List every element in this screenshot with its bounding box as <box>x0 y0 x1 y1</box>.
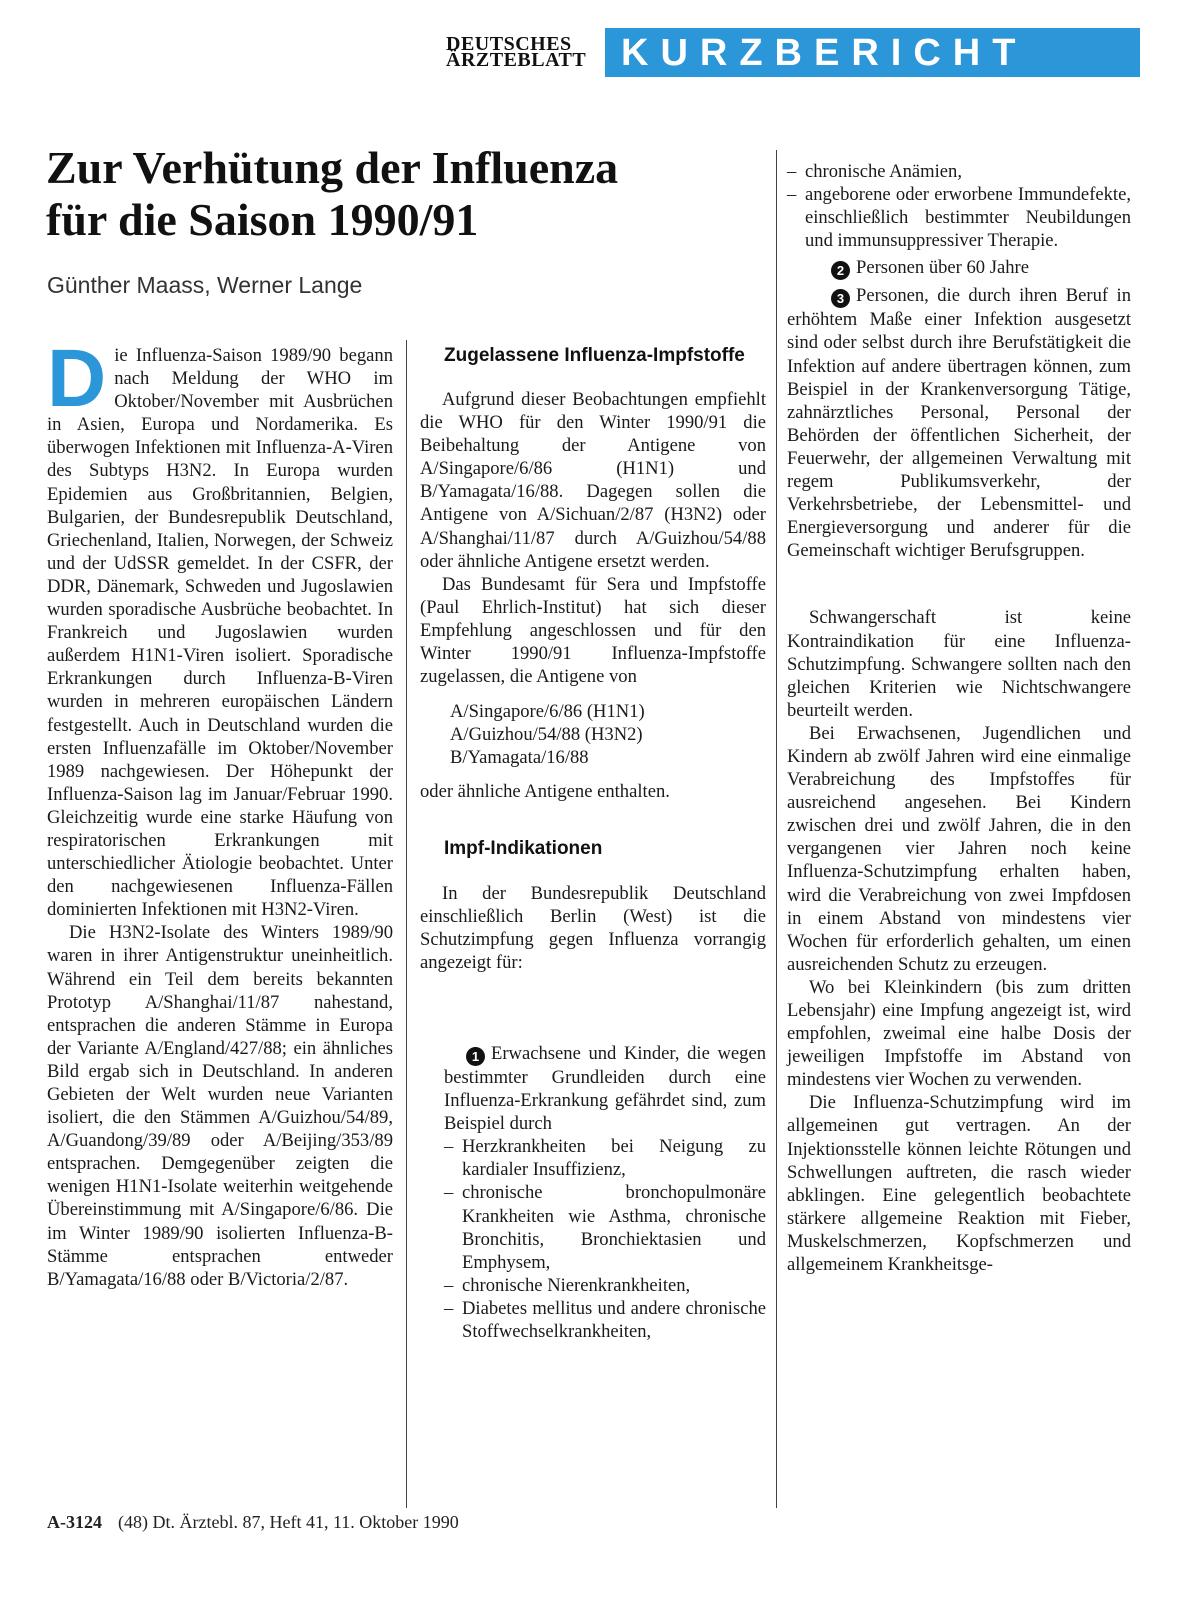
paragraph-antigens: oder ähnliche Antigene enthalten. <box>420 780 670 802</box>
paragraph-isolates: Die H3N2-Isolate des Winters 1989/90 waren in ihrer Antigenstruktur uneinheitlich. Während ein Teil dem bereits bekannten Prototyp A/Shanghai/11/87 nahestand, entsprachen die anderen Stämme in Europa der Variante A/England/427/88; ein ähnliches Bild ergab sich in Deutschland. In anderen Gebieten der Welt wurden neue Varianten isoliert, die den Stämmen A/Guizhou/54/89, A/Guandong/39/89 oder A/Beijing/353/89 entsprachen. Demgegenüber zeigten die wenigen H1N1-Isolate weiterhin weitgehende Übereinstimmung mit A/Singapore/6/86. Die im Winter 1989/90 isolierten Influenza-B-Stämme entsprachen entweder B/Yamagata/16/88 oder B/Victoria/2/87. <box>47 922 393 1290</box>
section-banner: KURZBERICHT <box>605 28 1140 77</box>
page-number: A-3124 <box>47 1512 102 1532</box>
brand-line-2: ÄRZTEBLATT <box>446 49 587 71</box>
indication-item-1 <box>444 1042 766 1343</box>
condition-item: – angeborene oder erworbene Immundefekte, einschließlich bestimmter Neubildungen und immunsuppressiver Therapie. <box>787 183 1131 252</box>
number-badge-3: 3 <box>831 289 850 308</box>
strain-item: A/Singapore/6/86 (H1N1) <box>450 701 645 723</box>
strain-list <box>450 700 766 769</box>
strain-item: B/Yamagata/16/88 <box>450 747 589 769</box>
paragraph-indications: In der Bundesrepublik Deutschland einschließlich Berlin (West) ist die Schutzimpfung gegen Influenza vorrangig angezeigt für: <box>420 882 766 973</box>
condition-item: – chronische bronchopulmonäre Krankheiten wie Asthma, chronische Bronchitis, Bronchiektasien und Emphysem, <box>444 1181 766 1273</box>
paragraph-pei: Das Bundesamt für Sera und Impfstoffe (Paul Ehrlich-Institut) hat sich dieser Empfehlung angeschlossen und für den Winter 1990/91 Influenza-Impfstoffe zugelassen, die Antigene von <box>420 573 766 688</box>
column-3 <box>787 160 1131 1276</box>
paragraph-tolerance: Die Influenza-Schutzimpfung wird im allgemeinen gut vertragen. An der Injektionsstelle können leichte Rötungen und Schwellungen auftreten, die rasch wieder abklingen. Eine gelegentlich beobachtete stärkere allgemeine Reaktion mit Fieber, Muskelschmerzen, Kopfschmerzen und allgemeinem Krankheitsge- <box>787 1092 1131 1276</box>
condition-item: – Diabetes mellitus und andere chronische Stoffwechselkrankheiten, <box>444 1297 766 1343</box>
title-line-1: Zur Verhütung der Influenza <box>46 142 619 193</box>
condition-list <box>444 1135 766 1343</box>
condition-list-continued <box>787 160 1131 252</box>
indication-item-2 <box>787 256 1131 280</box>
paragraph-who-recommendation: Aufgrund dieser Beobachtungen empfiehlt die WHO für den Winter 1990/91 die Beibehaltung der Antigene von A/Singapore/6/86 (H1N1) und B/Yamagata/16/88. Dagegen sollen die Antigene von A/Sichuan/2/87 (H3N2) oder A/Shanghai/11/87 durch A/Guizhou/54/88 oder ähnliche Antigene ersetzt werden. <box>420 389 766 572</box>
condition-item: – chronische Anämien, <box>787 160 1131 183</box>
indication-item-3 <box>787 284 1131 562</box>
heading-vaccines: Zugelassene Influenza-Impfstoffe <box>444 345 745 366</box>
page-footer <box>47 1512 459 1533</box>
drop-cap: D <box>47 333 107 424</box>
indication-1-body: Erwachsene und Kinder, die wegen bestimmter Grundleiden durch eine Influenza-Erkrankung gefährdet sind, zum Beispiel durch <box>444 1042 766 1135</box>
indication-1-text <box>444 1042 766 1135</box>
strain-item: A/Guizhou/54/88 (H3N2) <box>450 724 643 746</box>
column-1 <box>47 333 393 1291</box>
intro-text: ie Influenza-Saison 1989/90 begann nach Meldung der WHO im Oktober/November mit Ausbrüchen in Asien, Europa und Nordamerika. Es überwogen Infektionen mit Influenza-A-Viren des Subtyps H3N2. In Europa wurden Epidemien aus Großbritannien, Belgien, Bulgarien, der Bundesrepublik Deutschland, Griechenland, Italien, Norwegen, der Schweiz und der UdSSR gemeldet. In der CSFR, der DDR, Dänemark, Schweden und Jugoslawien wurden sporadische Ausbrüche beobachtet. In Frankreich und Jugoslawien wurden außerdem H1N1-Viren isoliert. Sporadische Erkrankungen durch Influenza-B-Viren wurden in mehreren europäischen Ländern festgestellt. Auch in Deutschland wurden die ersten Influenzafälle im Oktober/November 1989 nachgewiesen. Der Höhepunkt der Influenza-Saison lag im Januar/Februar 1990. Gleichzeitig wurde eine starke Häufung von respiratorischen Erkrankungen mit unterschiedlicher Ätiologie beobachtet. Unter den nachgewiesenen Influenza-Fällen dominierten Infektionen mit H3N2-Viren. <box>47 345 393 921</box>
column-2 <box>420 344 766 1343</box>
indication-3-body: Personen, die durch ihren Beruf in erhöhtem Maße einer Infektion ausgesetzt sind oder selbst durch ihre Berufstätigkeit die Infektion auf andere übertragen können, zum Beispiel in der Krankenversorgung Tätige, zahnärztliches Personal, Personal der Behörden der öffentlichen Sicherheit, der Feuerwehr, der allgemeinen Verwaltung mit regem Publikumsverkehr, der Verkehrsbetriebe, der Lebensmittel- und Energieversorgung und anderer für die Gemeinschaft wichtiger Berufsgruppen. <box>787 285 1131 562</box>
article-title <box>46 142 766 246</box>
column-divider-2 <box>776 150 777 1508</box>
title-line-2: für die Saison 1990/91 <box>46 194 479 245</box>
paragraph-infants: Wo bei Kleinkindern (bis zum dritten Lebensjahr) eine Impfung angezeigt ist, wird empfohlen, zweimal eine halbe Dosis der jeweiligen Impfstoffe im Abstand von mindestens vier Wochen zu verwenden. <box>787 976 1131 1091</box>
paragraph-pregnancy: Schwangerschaft ist keine Kontraindikation für eine Influenza-Schutzimpfung. Schwangere sollten nach den gleichen Kriterien wie Nichtschwangere beurteilt werden. <box>787 607 1131 721</box>
brand-line-1: DEUTSCHES <box>446 33 572 55</box>
journal-brand <box>446 33 596 71</box>
citation: (48) Dt. Ärztebl. 87, Heft 41, 11. Oktober 1990 <box>118 1512 459 1532</box>
condition-item: – Herzkrankheiten bei Neigung zu kardialer Insuffizienz, <box>444 1135 766 1181</box>
column-divider-1 <box>406 340 407 1508</box>
intro-paragraph <box>47 333 393 921</box>
number-badge-2: 2 <box>831 261 850 280</box>
article-authors: Günther Maass, Werner Lange <box>47 272 363 298</box>
paragraph-dosage: Bei Erwachsenen, Jugendlichen und Kindern ab zwölf Jahren wird eine einmalige Verabreichung des Impfstoffes für ausreichend angesehen. Bei Kindern zwischen drei und zwölf Jahren, die in den vergangenen vier Jahren noch keine Influenza-Schutzimpfung erhalten haben, wird die Verabreichung von zwei Impfdosen in einem Abstand von mindestens vier Wochen für erforderlich gehalten, um einen ausreichenden Schutz zu erzeugen. <box>787 722 1131 975</box>
number-badge-1: 1 <box>466 1047 485 1066</box>
condition-item: – chronische Nierenkrankheiten, <box>444 1274 766 1297</box>
heading-indications: Impf-Indikationen <box>444 837 603 859</box>
indication-2-body: Personen über 60 Jahre <box>856 257 1029 279</box>
